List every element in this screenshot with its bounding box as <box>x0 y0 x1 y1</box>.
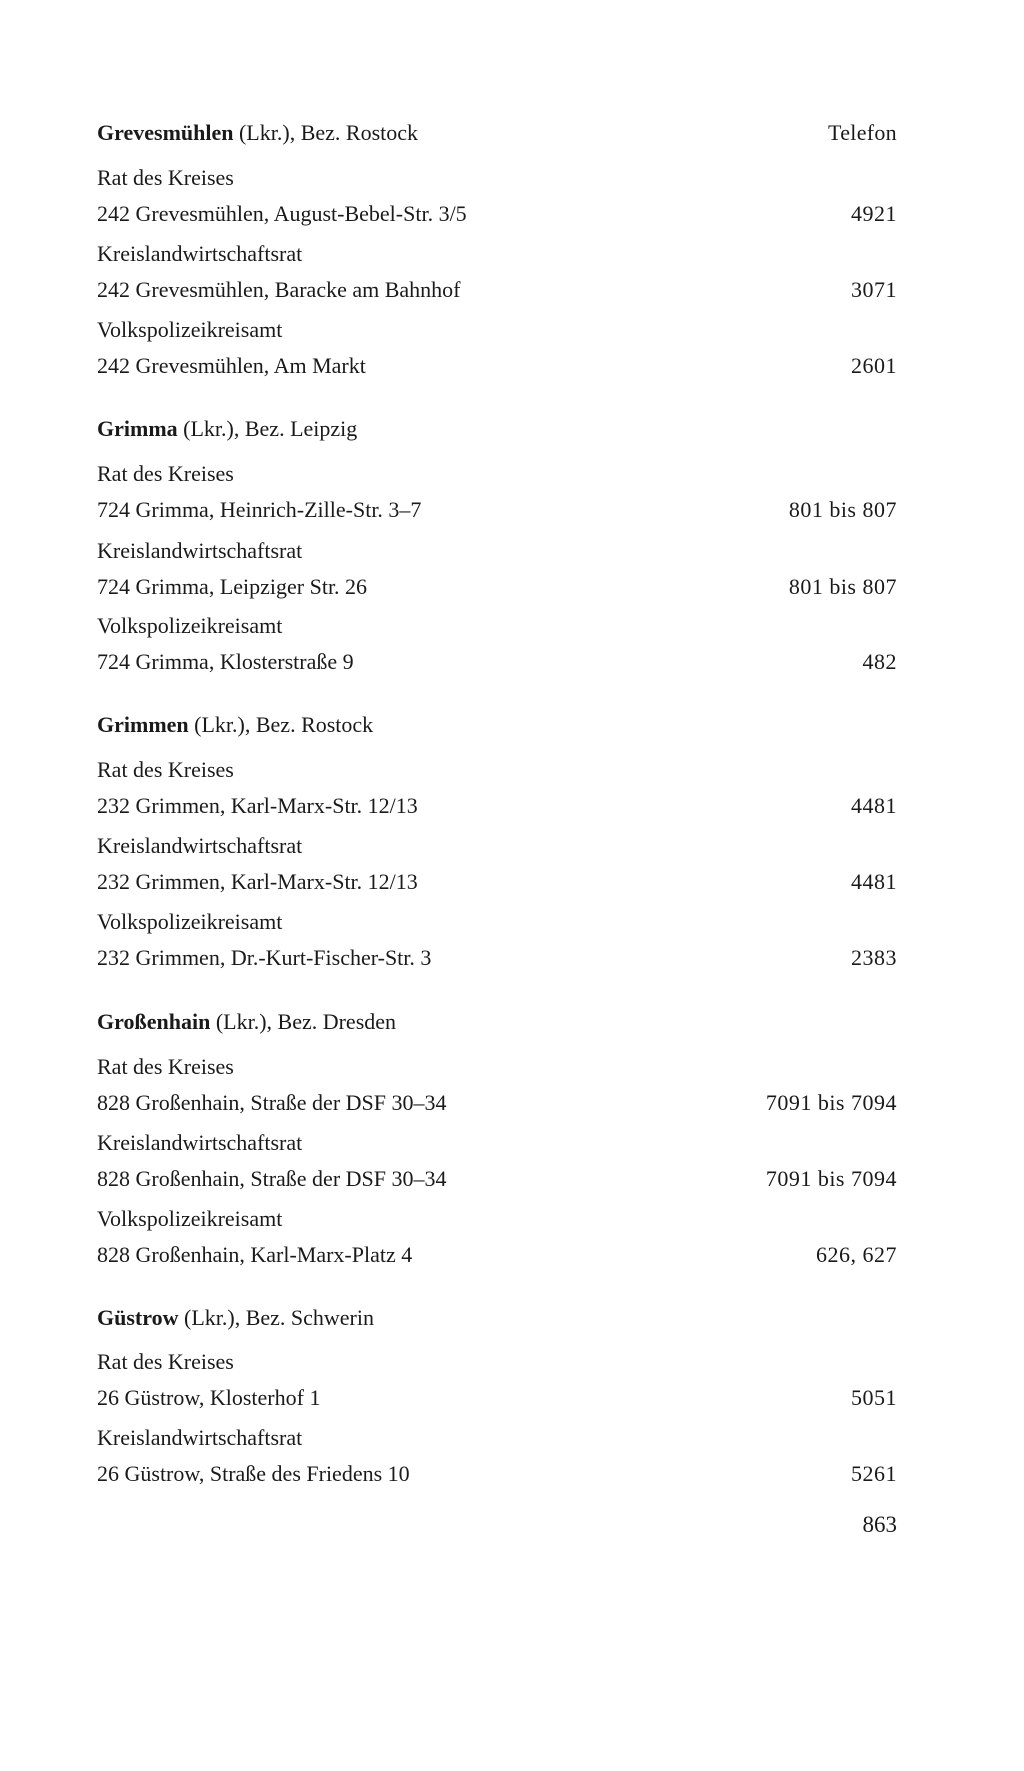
entry <box>97 1049 897 1121</box>
address: 828 Großenhain, Straße der DSF 30–34 <box>97 1090 447 1115</box>
office-name: Rat des Kreises <box>97 165 234 190</box>
address-row <box>97 1161 897 1197</box>
address: 232 Grimmen, Karl-Marx-Str. 12/13 <box>97 869 418 894</box>
office-name: Kreislandwirtschaftsrat <box>97 538 303 563</box>
address: 724 Grimma, Heinrich-Zille-Str. 3–7 <box>97 497 422 522</box>
office-name: Volkspolizeikreisamt <box>97 1206 283 1231</box>
address: 242 Grevesmühlen, Am Markt <box>97 353 366 378</box>
district-heading-grevesmuehlen <box>97 118 897 148</box>
address: 232 Grimmen, Dr.-Kurt-Fischer-Str. 3 <box>97 945 432 970</box>
page-number: 863 <box>862 1512 897 1537</box>
address: 242 Grevesmühlen, August-Bebel-Str. 3/5 <box>97 201 467 226</box>
address: 828 Großenhain, Straße der DSF 30–34 <box>97 1166 447 1191</box>
address-row <box>97 348 897 384</box>
district-heading-grimmen <box>97 710 897 740</box>
address: 232 Grimmen, Karl-Marx-Str. 12/13 <box>97 793 418 818</box>
entry <box>97 236 897 308</box>
address-row <box>97 1085 897 1121</box>
office-name: Volkspolizeikreisamt <box>97 909 283 934</box>
district-name: Großenhain <box>97 1009 211 1034</box>
entry <box>97 1201 897 1273</box>
address-row <box>97 1380 897 1416</box>
entry <box>97 312 897 384</box>
phone-column-header: Telefon <box>828 120 897 145</box>
entry <box>97 904 897 976</box>
district-heading-guestrow <box>97 1303 897 1333</box>
entry <box>97 456 897 528</box>
phone-number: 801 bis 807 <box>788 497 897 522</box>
district-suffix: (Lkr.), Bez. Schwerin <box>178 1305 374 1330</box>
address: 828 Großenhain, Karl-Marx-Platz 4 <box>97 1242 413 1267</box>
district-suffix: (Lkr.), Bez. Dresden <box>210 1009 397 1034</box>
entry <box>97 608 897 680</box>
phone-number: 4921 <box>851 201 897 226</box>
address-row <box>97 492 897 528</box>
office-name: Rat des Kreises <box>97 461 234 486</box>
entry <box>97 752 897 824</box>
phone-number: 2601 <box>851 353 897 378</box>
phone-number: 801 bis 807 <box>788 574 897 599</box>
address: 724 Grimma, Leipziger Str. 26 <box>97 574 368 599</box>
entry <box>97 1420 897 1492</box>
address: 26 Güstrow, Klosterhof 1 <box>97 1385 321 1410</box>
phone-number: 5261 <box>851 1461 897 1486</box>
office-name: Kreislandwirtschaftsrat <box>97 833 303 858</box>
address: 242 Grevesmühlen, Baracke am Bahnhof <box>97 277 461 302</box>
phone-number: 2383 <box>851 945 897 970</box>
office-name: Kreislandwirtschaftsrat <box>97 241 303 266</box>
phone-number: 4481 <box>851 869 897 894</box>
phone-number: 3071 <box>851 277 897 302</box>
district-name: Grevesmühlen <box>97 120 234 145</box>
phone-number: 7091 bis 7094 <box>765 1090 897 1115</box>
phone-number: 4481 <box>851 793 897 818</box>
phone-number: 7091 bis 7094 <box>765 1166 897 1191</box>
entry <box>97 1344 897 1416</box>
address-row <box>97 272 897 308</box>
district-name: Grimmen <box>97 712 189 737</box>
address-row <box>97 196 897 232</box>
office-name: Volkspolizeikreisamt <box>97 317 283 342</box>
office-name: Kreislandwirtschaftsrat <box>97 1425 303 1450</box>
district-name: Güstrow <box>97 1305 179 1330</box>
address-row <box>97 788 897 824</box>
district-heading-grimma <box>97 414 897 444</box>
office-name: Volkspolizeikreisamt <box>97 613 283 638</box>
address-row <box>97 569 897 605</box>
address: 26 Güstrow, Straße des Friedens 10 <box>97 1461 410 1486</box>
phone-number: 5051 <box>851 1385 897 1410</box>
district-suffix: (Lkr.), Bez. Rostock <box>233 120 419 145</box>
district-name: Grimma <box>97 416 178 441</box>
entry <box>97 1125 897 1197</box>
office-name: Rat des Kreises <box>97 1349 234 1374</box>
entry <box>97 160 897 232</box>
address-row <box>97 940 897 976</box>
address-row <box>97 1456 897 1492</box>
district-suffix: (Lkr.), Bez. Rostock <box>188 712 374 737</box>
district-suffix: (Lkr.), Bez. Leipzig <box>177 416 358 441</box>
address-row <box>97 1237 897 1273</box>
phone-number: 482 <box>862 649 897 674</box>
office-name: Kreislandwirtschaftsrat <box>97 1130 303 1155</box>
entry <box>97 828 897 900</box>
address: 724 Grimma, Klosterstraße 9 <box>97 649 354 674</box>
office-name: Rat des Kreises <box>97 757 234 782</box>
address-row <box>97 864 897 900</box>
address-row <box>97 644 897 680</box>
office-name: Rat des Kreises <box>97 1054 234 1079</box>
entry <box>97 533 897 605</box>
district-heading-grossenhain <box>97 1007 897 1037</box>
phone-number: 626, 627 <box>816 1242 897 1267</box>
